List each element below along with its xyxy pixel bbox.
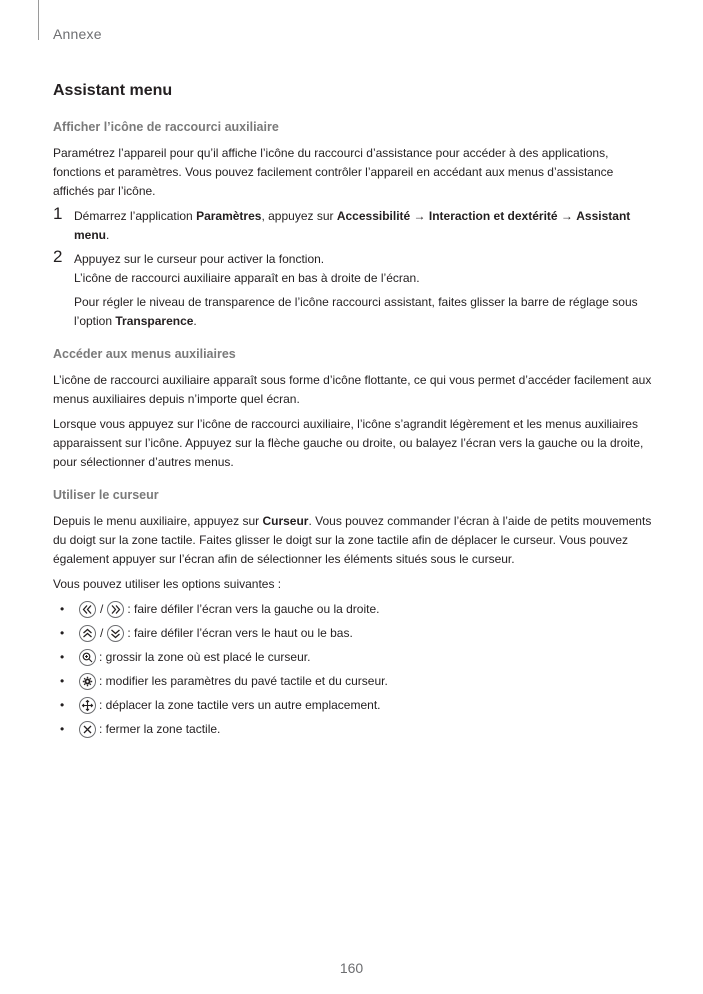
- step-number: 2: [53, 247, 63, 266]
- option-text: : déplacer la zone tactile vers un autre emplacement.: [99, 698, 381, 712]
- steps-list: [53, 204, 653, 331]
- bullet: •: [60, 602, 65, 616]
- double-chevron-left-icon: [79, 601, 96, 618]
- section-heading: Afficher l’icône de raccourci auxiliaire: [53, 120, 279, 134]
- settings-app-name: Paramètres: [196, 209, 262, 223]
- option-text: : grossir la zone où est placé le curseur.: [99, 650, 311, 664]
- section-intro: Paramétrez l’appareil pour qu’il affiche l’icône du raccourci d’assistance pour accéder à des applications, fonctions et paramètres. Vous pouvez facilement contrôler l’appareil en accédant aux menus d’assistance affichés par l’icône.: [53, 146, 614, 198]
- step-note: L’icône de raccourci auxiliaire apparaît en bas à droite de l’écran.: [74, 271, 420, 285]
- list-item: [53, 624, 653, 643]
- option-text: : faire défiler l’écran vers le haut ou le bas.: [127, 626, 353, 640]
- option-text: : modifier les paramètres du pavé tactile et du curseur.: [99, 674, 388, 688]
- header-rule: [38, 0, 39, 40]
- paragraph: L’icône de raccourci auxiliaire apparaît sous forme d’icône flottante, ce qui vous permet d’accéder facilement aux menus auxiliaires depuis n’importe quel écran.: [53, 373, 652, 406]
- list-item: [53, 672, 653, 691]
- interaction-label: Interaction et dextérité: [428, 209, 558, 223]
- separator: /: [100, 626, 104, 640]
- bullet: •: [60, 698, 65, 712]
- gear-icon: [79, 673, 96, 690]
- page-content: [53, 82, 653, 755]
- option-text: : fermer la zone tactile.: [99, 722, 221, 736]
- bullet: •: [60, 674, 65, 688]
- list-item: [53, 600, 653, 619]
- step-1: [53, 204, 653, 245]
- paragraph: Vous pouvez utiliser les options suivantes :: [53, 577, 282, 591]
- close-icon: [79, 721, 96, 738]
- double-chevron-down-icon: [107, 625, 124, 642]
- step-number: 1: [53, 204, 63, 223]
- separator: /: [100, 602, 104, 616]
- paragraph: Depuis le menu auxiliaire, appuyez sur Curseur. Vous pouvez commander l’écran à l’aide de petits mouvements du doigt sur la zone tactile. Faites glisser le doigt sur la zone tactile afin de déplacer le curseur. Vous pouvez également appuyer sur l’écran afin de sélectionner les éléments situés sous le curseur.: [53, 514, 652, 566]
- paragraph: Lorsque vous appuyez sur l’icône de raccourci auxiliaire, l’icône s’agrandit légèrement et les menus auxiliaires apparaissent sur l’icône. Appuyez sur la flèche gauche ou droite, ou balayez l’écran vers la gauche ou la droite, pour sélectionner d’autres menus.: [53, 417, 644, 469]
- option-text: : faire défiler l’écran vers la gauche ou la droite.: [127, 602, 380, 616]
- page-number: 160: [339, 960, 364, 976]
- section-heading: Utiliser le curseur: [53, 488, 159, 502]
- running-header: Annexe: [53, 26, 102, 42]
- curseur-label: Curseur: [262, 514, 309, 528]
- list-item: [53, 648, 653, 667]
- double-chevron-up-icon: [79, 625, 96, 642]
- bullet: •: [60, 722, 65, 736]
- assistant-menu-label: Assistant menu: [74, 209, 631, 242]
- double-chevron-right-icon: [107, 601, 124, 618]
- transparence-label: Transparence: [115, 314, 194, 328]
- step-text: Appuyez sur le curseur pour activer la fonction.: [74, 252, 325, 266]
- accessibility-label: Accessibilité: [336, 209, 411, 223]
- magnifier-icon: [79, 649, 96, 666]
- page-title: Assistant menu: [53, 82, 173, 99]
- move-icon: [79, 697, 96, 714]
- section-utiliser-curseur: [53, 488, 653, 739]
- step-note: Pour régler le niveau de transparence de l’icône raccourci assistant, faites glisser la barre de réglage sous l’option Transparence.: [74, 295, 638, 328]
- list-item: [53, 696, 653, 715]
- step-text: Démarrez l’application Paramètres, appuyez sur Accessibilité → Interaction et dextérité → Assistant menu.: [74, 209, 631, 242]
- section-afficher-icone: [53, 120, 653, 331]
- section-heading: Accéder aux menus auxiliaires: [53, 347, 236, 361]
- list-item: [53, 720, 653, 739]
- bullet: •: [60, 650, 65, 664]
- section-acceder-menus: [53, 347, 653, 472]
- step-2: [53, 247, 653, 331]
- options-list: [53, 600, 653, 739]
- bullet: •: [60, 626, 65, 640]
